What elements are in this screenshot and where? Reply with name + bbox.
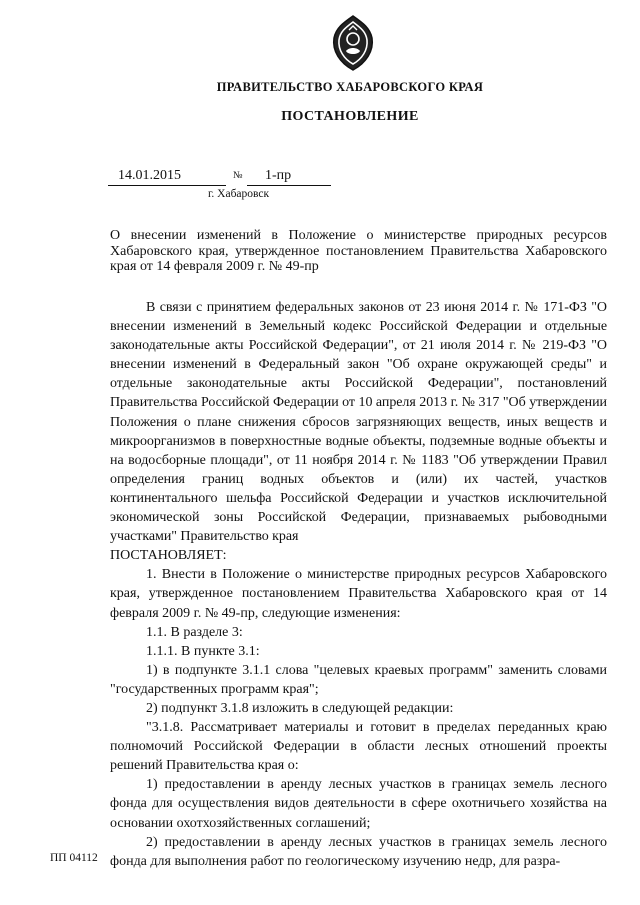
document-code: ПП 04112 xyxy=(50,852,98,864)
decree-date: 14.01.2015 xyxy=(108,167,226,186)
decree-subject xyxy=(110,228,607,275)
decree-body xyxy=(110,298,607,871)
preamble: В связи с принятием федеральных законов от 23 июня 2014 г. № 171-ФЗ "О внесении изменений в Земельный кодекс Российской Федерации и отдельные законодательные акты Российской Федерации", от 21 июля 2014 г. № 219-ФЗ "О внесении изменений в Федеральный закон "Об охране окружающей среды" и отдельные законодательные акты Российской Федерации", постановлений Правительства Российской Федерации от 10 апреля 2013 г. № 317 "Об утверждении Положения о плане снижения сбросов загрязняющих веществ, иных веществ и микроорганизмов в поверхностные водные объекты, подземные водные объекты и на водосборные площади", от 11 ноября 2014 г. № 1183 "Об утверждении Правил определения границ водных объектов и (или) их частей, участков континентального шельфа Российской Федерации и участков исключительной экономической зоны Российской Федерации, признаваемых рыбоводными участками" Правительство края xyxy=(110,300,607,545)
subject-text: О внесении изменений в Положение о министерстве природных ресурсов Хабаровского края, утвержденное постановлением Правительства Хабаровского края от 14 февраля 2009 г. № 49-пр xyxy=(110,228,607,274)
city: г. Хабаровск xyxy=(208,188,270,200)
item-1-1-1: 1.1.1. В пункте 3.1: xyxy=(146,643,260,659)
resolves: ПОСТАНОВЛЯЕТ: xyxy=(110,548,227,564)
document-type: ПОСТАНОВЛЕНИЕ xyxy=(281,109,419,124)
item-1-1: 1.1. В разделе 3: xyxy=(146,624,243,640)
decree-number: 1-пр xyxy=(247,167,331,186)
quoted-subitem-2: 2) предоставлении в аренду лесных участков в границах земель лесного фонда для выполнения работ по геологическому изучению недр, для разра- xyxy=(110,834,607,869)
subitem-1: 1) в подпункте 3.1.1 слова "целевых краевых программ" заменить словами "государственных программ края"; xyxy=(110,662,607,697)
coat-of-arms-icon xyxy=(330,14,376,72)
number-sign: № xyxy=(233,170,243,181)
subitem-2: 2) подпункт 3.1.8 изложить в следующей редакции: xyxy=(146,700,454,716)
government-name: ПРАВИТЕЛЬСТВО ХАБАРОВСКОГО КРАЯ xyxy=(216,80,484,94)
quoted-subitem-1: 1) предоставлении в аренду лесных участков в границах земель лесного фонда для осуществления видов деятельности в сфере охотничьего хозяйства на основании охотхозяйственных соглашений; xyxy=(110,777,607,831)
quoted-clause: "3.1.8. Рассматривает материалы и готовит в пределах переданных краю полномочий Российской Федерации в области лесных отношений проекты решений Правительства края о: xyxy=(110,720,607,774)
item-1: 1. Внести в Положение о министерстве природных ресурсов Хабаровского края, утвержденное постановлением Правительства Хабаровского края от 14 февраля 2009 г. № 49-пр, следующие изменения: xyxy=(110,567,607,621)
